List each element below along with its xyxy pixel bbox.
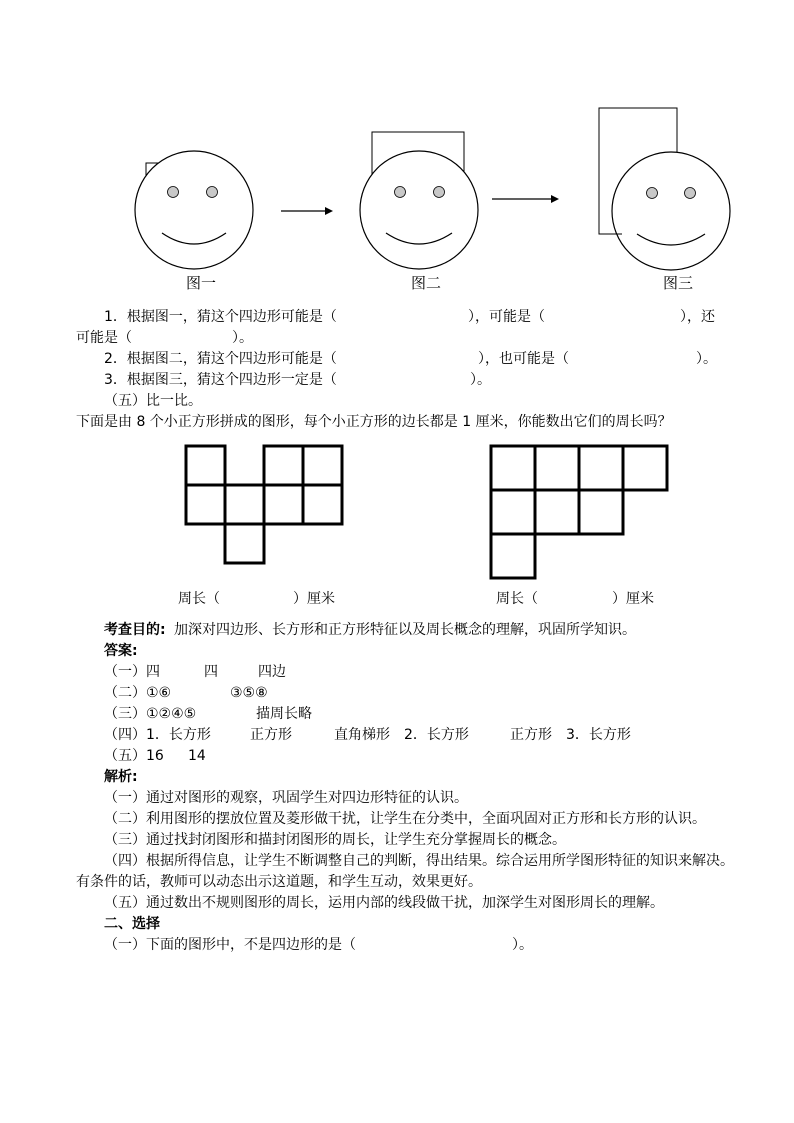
question-3-text: 3．根据图三，猜这个四边形一定是（ [104,372,337,388]
figure-2-caption: 图二 [411,274,442,292]
answer-value: ③⑤⑧ [230,685,268,701]
answer-value: ①②④⑤ [146,706,197,722]
answer-value: 描周长略 [256,706,312,722]
question-3-text: ）。 [470,372,491,388]
answer-value: 四边 [258,664,286,680]
question-2-text: ），也可能是（ [478,351,569,367]
section-5-prompt: 下面是由 8 个小正方形拼成的图形，每个小正方形的边长都是 1 厘米，你能数出它们的周长吗？ [76,414,672,430]
answer-value: 3．长方形 [566,727,631,743]
section-2-heading: 二、选择 [104,916,160,932]
analysis-line: （三）通过找封闭图形和描封闭图形的周长，让学生充分掌握周长的概念。 [104,832,566,848]
answers-label: 答案: [104,643,138,659]
answer-value: ①⑥ [146,685,172,701]
answer-value: 14 [188,748,206,764]
answer-value: 正方形 [250,727,292,743]
question-1-text: 1．根据图一，猜这个四边形可能是（ [104,309,337,325]
analysis-line: 有条件的话，教师可以动态出示这道题，和学生互动，效果更好。 [76,874,482,890]
figure-1-caption: 图一 [186,274,217,292]
section-5-heading: （五）比一比。 [104,393,202,409]
answer-row-label: （四） [104,727,146,743]
answer-value: 2．长方形 [404,727,469,743]
purpose-text: 加深对四边形、长方形和正方形特征以及周长概念的理解，巩固所学知识。 [174,622,636,638]
question-1-text: ）。 [232,330,253,346]
section-2-question: ）。 [512,937,533,953]
question-1-text: ），还 [680,309,715,325]
perimeter-right-unit: ）厘米 [612,591,654,607]
analysis-label: 解析: [104,769,138,785]
answer-row-label: （五） [104,748,146,764]
section-2-question: （一）下面的图形中，不是四边形的是（ [104,937,356,953]
analysis-line: （四）根据所得信息，让学生不断调整自己的判断，得出结果。综合运用所学图形特征的知识来解决。 [104,853,734,869]
perimeter-left-label: 周长（ [178,591,220,607]
answer-value: 直角梯形 [334,727,390,743]
perimeter-right-label: 周长（ [496,591,538,607]
question-2-text: 2．根据图二，猜这个四边形可能是（ [104,351,337,367]
answer-value: 四 [204,664,218,680]
answer-row-label: （一） [104,664,146,680]
question-1-text: 可能是（ [76,330,132,346]
analysis-line: （二）利用图形的摆放位置及菱形做干扰，让学生在分类中，全面巩固对正方形和长方形的认识。 [104,811,706,827]
question-2-text: ）。 [696,351,717,367]
perimeter-left-unit: ）厘米 [293,591,335,607]
analysis-line: （五）通过数出不规则图形的周长，运用内部的线段做干扰，加深学生对图形周长的理解。 [104,895,664,911]
answer-row-label: （二） [104,685,146,701]
analysis-line: （一）通过对图形的观察，巩固学生对四边形特征的认识。 [104,790,468,806]
answer-value: 四 [146,664,160,680]
question-1-text: ），可能是（ [468,309,545,325]
answer-value: 16 [146,748,164,764]
answer-value: 正方形 [510,727,552,743]
figure-3-caption: 图三 [663,274,694,292]
purpose-label: 考查目的: [104,622,166,638]
answer-row-label: （三） [104,706,146,722]
answer-value: 1．长方形 [146,727,211,743]
